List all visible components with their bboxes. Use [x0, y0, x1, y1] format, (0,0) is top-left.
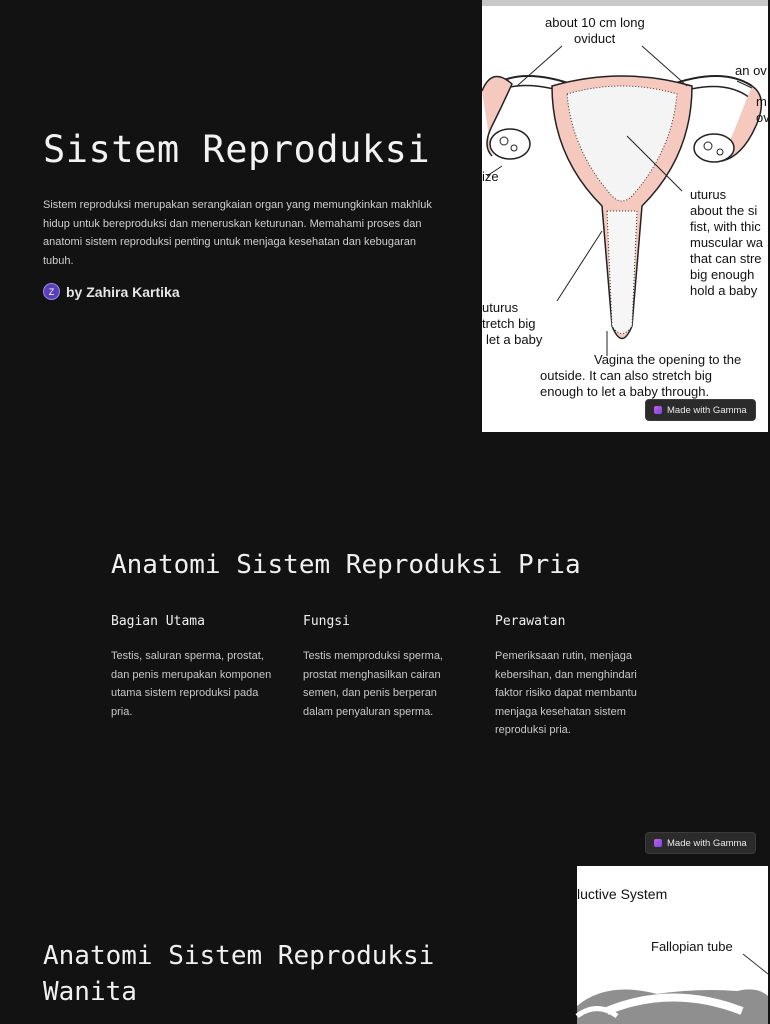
label-right-m: m — [756, 94, 767, 109]
uterus-diagram-image — [482, 0, 768, 432]
gamma-logo-icon — [654, 839, 662, 847]
slide-female-anatomy — [0, 860, 768, 1024]
made-with-gamma-badge[interactable] — [645, 832, 756, 854]
label-uterus-desc-4: that can stre — [690, 251, 762, 266]
label-an-ovary: an ov — [735, 63, 767, 78]
label-uterus-right: uturus — [690, 187, 727, 202]
label-oviduct: oviduct — [574, 31, 616, 46]
author-name: by Zahira Kartika — [66, 283, 180, 300]
column-perawatan — [495, 614, 660, 740]
label-about-10cm: about 10 cm long — [545, 15, 645, 30]
avatar: Z — [43, 283, 60, 300]
label-let-a-baby: let a baby — [486, 332, 543, 347]
label-uterus-desc-2: fist, with thic — [690, 219, 761, 234]
column-heading: Bagian Utama — [111, 614, 205, 629]
section-title-male: Anatomi Sistem Reproduksi Pria — [111, 550, 581, 580]
intro-description: Sistem reproduksi merupakan serangkaian organ yang memungkinkan makhluk hidup untuk bereproduksi dan meneruskan keturunan. Memahami proses dan anatomi sistem reproduksi penting untuk menjaga kesehatan dan kebugaran tubuh. — [43, 199, 432, 267]
label-uterus-left: uturus — [482, 300, 519, 315]
label-size: ize — [482, 169, 499, 184]
label-fallopian-tube: Fallopian tube — [651, 939, 733, 954]
label-stretch-big: tretch big — [482, 316, 536, 331]
label-vagina-2: outside. It can also stretch big — [540, 368, 712, 383]
section-title-female: Anatomi Sistem Reproduksi Wanita — [43, 941, 435, 1007]
badge-label: Made with Gamma — [667, 404, 747, 416]
label-uterus-desc-3: muscular wa — [690, 235, 763, 250]
gamma-logo-icon — [654, 406, 662, 414]
column-text: Testis memproduksi sperma, prostat menghasilkan cairan semen, dan penis berperan dalam penyaluran sperma. — [303, 650, 443, 718]
slide-male-anatomy — [0, 440, 768, 860]
column-text: Testis, saluran sperma, prostat, dan penis merupakan komponen utama sistem reproduksi pada pria. — [111, 650, 272, 718]
column-text: Pemeriksaan rutin, menjaga kebersihan, dan menghindari faktor risiko dapat membantu menjaga kesehatan sistem reproduksi pria. — [495, 650, 637, 737]
author-byline — [43, 283, 180, 300]
page-title: Sistem Reproduksi — [43, 128, 431, 171]
label-uterus-desc-6: hold a baby — [690, 283, 758, 298]
female-anatomy-illustration — [577, 866, 768, 1024]
column-heading: Perawatan — [495, 614, 566, 629]
column-heading: Fungsi — [303, 614, 350, 629]
label-right-ov: ov — [756, 110, 770, 125]
label-vagina-3: enough to let a baby through. — [540, 384, 710, 399]
column-bagian-utama — [111, 614, 276, 721]
column-fungsi — [303, 614, 468, 721]
made-with-gamma-badge[interactable] — [645, 399, 756, 421]
label-uterus-desc-5: big enough — [690, 267, 755, 282]
badge-label: Made with Gamma — [667, 837, 747, 849]
label-uterus-desc-1: about the si — [690, 203, 758, 218]
label-vagina-1: Vagina the opening to the — [594, 352, 742, 367]
label-reproductive-system: luctive System — [577, 886, 668, 902]
female-system-diagram-image — [577, 866, 768, 1024]
slide-intro — [0, 0, 768, 440]
